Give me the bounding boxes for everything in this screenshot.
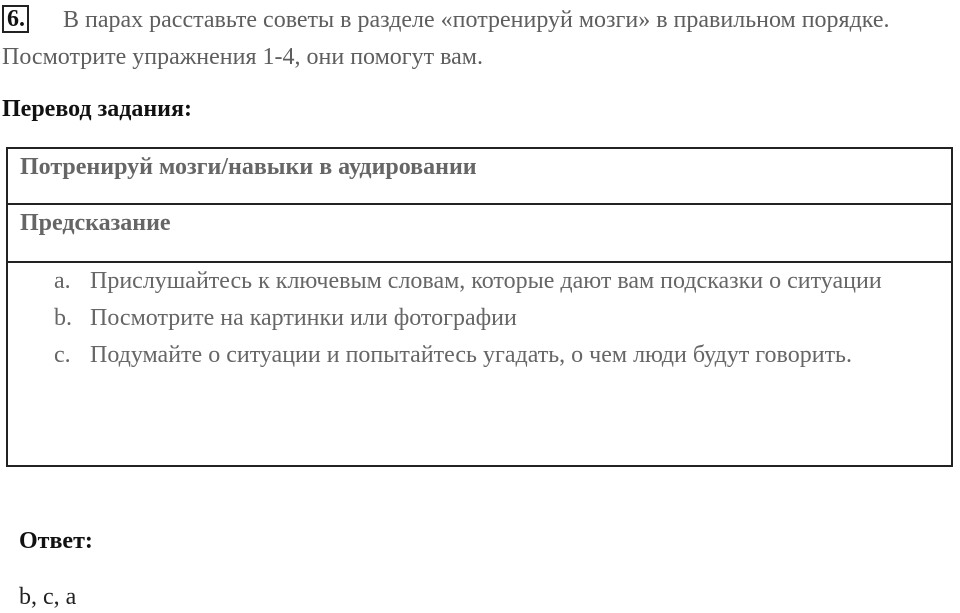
- tip-item-c: [8, 337, 951, 374]
- tips-list: [8, 263, 951, 374]
- answer-text: b, c, a: [19, 584, 77, 610]
- task-text: В парах расставьте советы в разделе «потренируй мозги» в правильном порядке. Посмотрите упражнения 1-4, они помогут вам.: [2, 7, 890, 70]
- tip-item-b: [8, 300, 951, 337]
- table-subtitle: Предсказание: [8, 205, 951, 263]
- table-title: Потренируй мозги/навыки в аудировании: [8, 149, 951, 205]
- tip-text: Подумайте о ситуации и попытайтесь угадать, о чем люди будут говорить.: [90, 342, 852, 368]
- task-number: 6.: [2, 5, 29, 33]
- tip-text: Посмотрите на картинки или фотографии: [90, 305, 517, 331]
- task-statement: [2, 2, 952, 76]
- tip-text: Прислушайтесь к ключевым словам, которые дают вам подсказки о ситуации: [90, 268, 882, 294]
- tip-letter: b.: [54, 305, 72, 331]
- tips-table: [6, 147, 953, 467]
- tip-item-a: [8, 263, 951, 300]
- translation-heading: Перевод задания:: [2, 96, 192, 122]
- tip-letter: a.: [54, 268, 71, 294]
- tip-letter: c.: [54, 342, 71, 368]
- answer-heading: Ответ:: [19, 528, 93, 554]
